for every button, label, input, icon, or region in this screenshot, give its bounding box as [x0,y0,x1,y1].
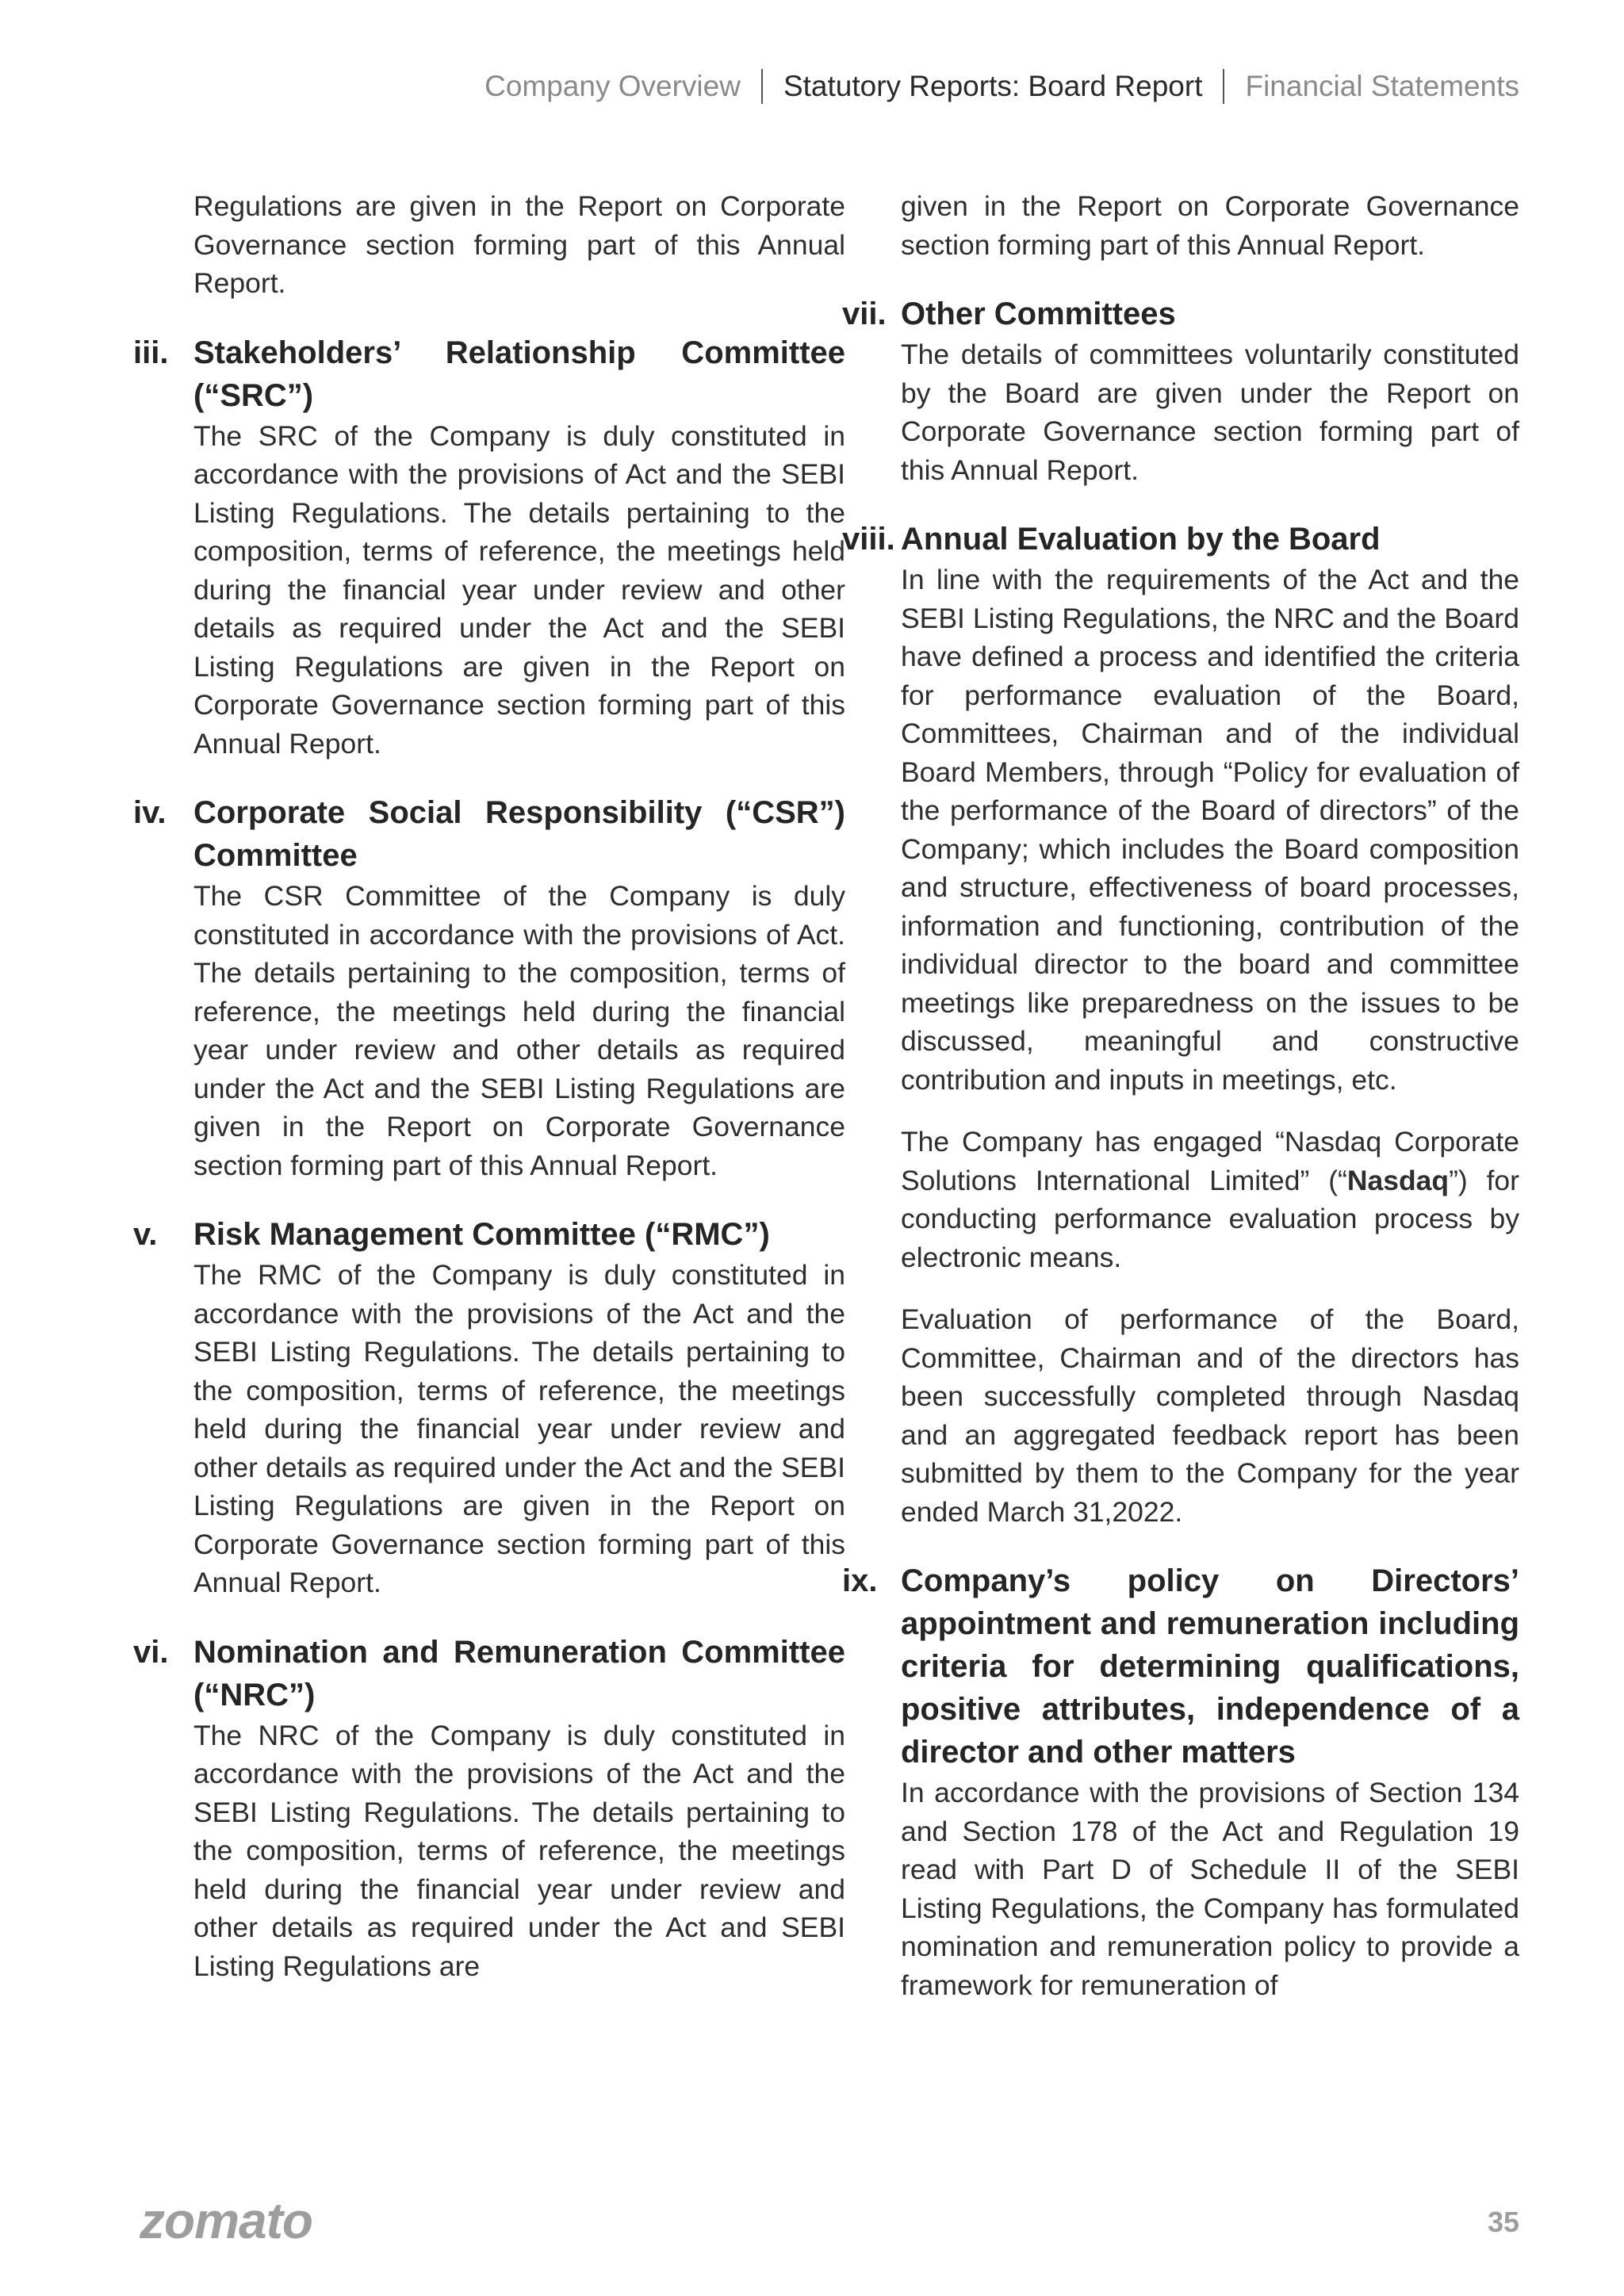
section-title: Annual Evaluation by the Board [901,522,1381,557]
nasdaq-bold-term: Nasdaq [1346,1164,1450,1196]
section-title: Risk Management Committee (“RMC”) [193,1217,770,1252]
section-title: Corporate Social Responsibility (“CSR”) Committee [193,795,845,873]
section-number: viii. [842,522,895,557]
nav-financial-statements[interactable]: Financial Statements [1245,70,1519,102]
paragraph-spacer [842,1276,1519,1300]
section-heading [842,518,1519,561]
section-nomination-remuneration-committee [133,1631,845,1986]
section-title: Company’s policy on Directors’ appointment and remuneration including criteria for determining qualifications, positive attributes, independence of a director and other matters [901,1563,1519,1770]
section-body: The details of committees voluntarily constituted by the Board are given under the Report on Corporate Governance section forming part of this Annual Report. [901,339,1519,486]
nav-statutory-reports[interactable]: Statutory Reports: Board Report [783,70,1203,102]
right-intro-paragraph: given in the Report on Corporate Governance section forming part of this Annual Report. [901,190,1519,261]
section-title: Stakeholders’ Relationship Committee (“SRC”) [193,335,845,413]
nasdaq-engagement-paragraph [901,1123,1519,1276]
section-number: vii. [842,297,887,331]
nav-divider [1223,69,1224,104]
left-column [133,187,845,1985]
section-heading [133,331,845,417]
section-number: iv. [133,795,167,830]
paragraph-spacer [842,1099,1519,1123]
section-annual-evaluation [842,518,1519,1531]
section-risk-management-committee [133,1213,845,1602]
section-number: vi. [133,1634,169,1670]
nasdaq-text-after: ”) for conducting performance evaluation process by electronic means. [901,1164,1520,1273]
section-body: The RMC of the Company is duly constituted in accordance with the provisions of the Act and the SEBI Listing Regulations. The details pertaining to the composition, terms of reference, the meetings held during the financial year under review and other details as required under the Act and the SEBI Listing Regulations are given in the Report on Corporate Governance section forming part of this Annual Report. [193,1259,845,1598]
section-csr-committee [133,791,845,1184]
section-body: The SRC of the Company is duly constituted in accordance with the provisions of Act and the SEBI Listing Regulations. The details pertaining to the composition, terms of reference, the meetings held during the financial year under review and other details as required under the Act and the SEBI Listing Regulations are given in the Report on Corporate Governance section forming part of this Annual Report. [193,419,845,760]
section-heading [133,791,845,877]
nasdaq-text-before: The Company has engaged “Nasdaq Corporate Solutions International Limited” (“ [901,1126,1519,1196]
section-number: iii. [133,335,169,370]
left-intro-paragraph: Regulations are given in the Report on Corporate Governance section forming part of this Annual Report. [193,190,845,299]
section-body: In line with the requirements of the Act and the SEBI Listing Regulations, the NRC and the Board have defined a process and identified the criteria for performance evaluation of the Board, Committees, Chairman and of the individual Board Members, through “Policy for evaluation of the performance of the Board of directors” of the Company; which includes the Board composition and structure, effectiveness of board processes, information and functioning, contribution of the individual director to the board and committee meetings like preparedness on the issues to be discussed, meaningful and constructive contribution and inputs in meetings, etc. [901,564,1519,1096]
section-title: Nomination and Remuneration Committee (“NRC”) [193,1634,845,1712]
section-body: The CSR Committee of the Company is duly constituted in accordance with the provisions of Act. The details pertaining to the composition, terms of reference, the meetings held during the financial year under review and other details as required under the Act and the SEBI Listing Regulations are given in the Report on Corporate Governance section forming part of this Annual Report. [193,880,845,1181]
section-heading [133,1213,845,1256]
section-other-committees [842,293,1519,489]
page-number: 35 [1487,2206,1519,2238]
section-directors-appointment-policy [842,1559,1519,2004]
section-title: Other Committees [901,297,1176,331]
section-body: In accordance with the provisions of Section 134 and Section 178 of the Act and Regulation 19 read with Part D of Schedule II of the SEBI Listing Regulations, the Company has formulated nomination and remuneration policy to provide a framework for remuneration of [901,1777,1519,2001]
nav-company-overview[interactable]: Company Overview [485,70,741,102]
evaluation-completion-paragraph: Evaluation of performance of the Board, Committee, Chairman and of the directors has been successfully completed through Nasdaq and an aggregated feedback report has been submitted by them to the Company for the year ended March 31,2022. [901,1303,1519,1528]
section-heading [133,1631,845,1716]
section-heading [842,293,1519,335]
section-heading [842,1559,1519,1774]
zomato-logo: zomato [140,2192,312,2249]
right-column [842,187,1519,2004]
section-number: ix. [842,1563,878,1598]
section-stakeholders-relationship-committee [133,331,845,763]
section-body: The NRC of the Company is duly constituted in accordance with the provisions of the Act and the SEBI Listing Regulations. The details pertaining to the composition, terms of reference, the meetings held during the financial year under review and other details as required under the Act and SEBI Listing Regulations are [193,1719,845,1982]
nav-divider [761,69,763,104]
section-number: v. [133,1217,158,1252]
top-navigation [485,67,1519,106]
